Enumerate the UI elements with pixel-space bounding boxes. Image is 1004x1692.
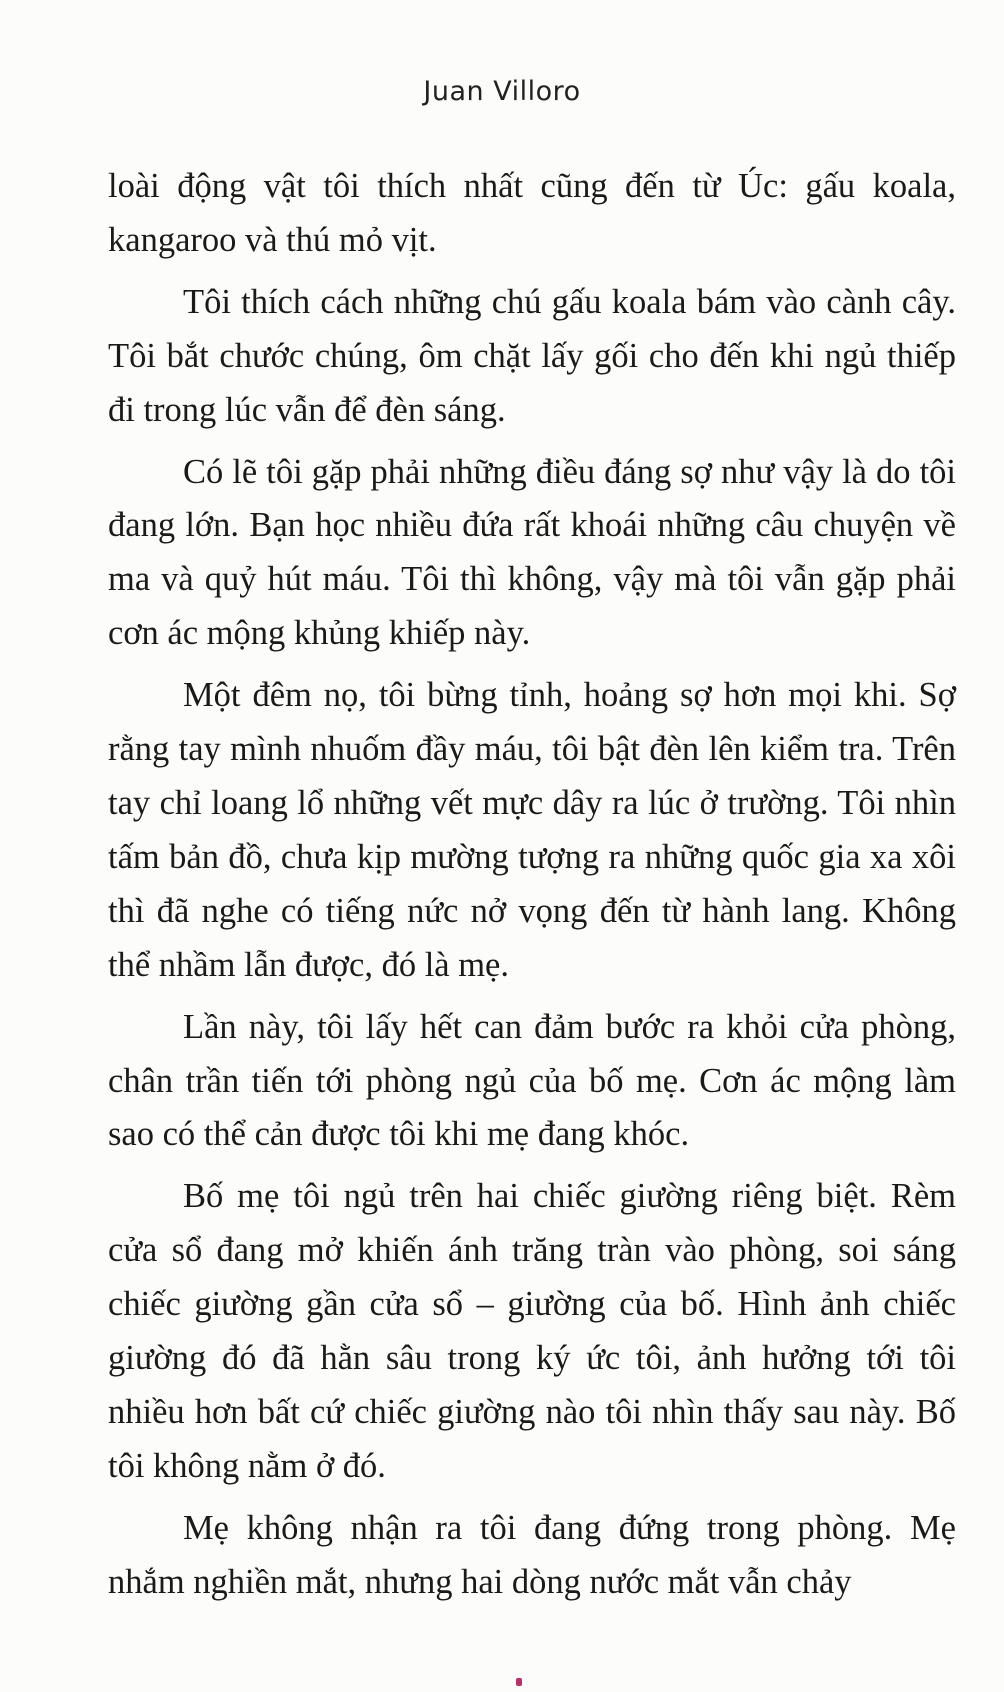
paragraph-growing-up: Có lẽ tôi gặp phải những điều đáng sợ như vậy là do tôi đang lớn. Bạn học nhiều đứa rất khoái những câu chuyện về ma và quỷ hút máu. Tôi thì không, vậy mà tôi vẫn gặp phải cơn ác mộng khủng khiếp này.: [108, 452, 956, 653]
paragraph-one-night: Một đêm nọ, tôi bừng tỉnh, hoảng sợ hơn mọi khi. Sợ rằng tay mình nhuốm đầy máu, tôi bật đèn lên kiểm tra. Trên tay chỉ loang lổ những vết mực dây ra lúc ở trường. Tôi nhìn tấm bản đồ, chưa kịp mường tượng ra những quốc gia xa xôi thì đã nghe có tiếng nức nở vọng đến từ hành lang. Không thể nhầm lẫn được, đó là mẹ.: [108, 676, 956, 984]
paragraph-mother-crying: Mẹ không nhận ra tôi đang đứng trong phòng. Mẹ nhắm nghiền mắt, nhưng hai dòng nước mắt vẫn chảy: [108, 1508, 956, 1601]
paragraph-koala: Tôi thích cách những chú gấu koala bám vào cành cây. Tôi bắt chước chúng, ôm chặt lấy gối cho đến khi ngủ thiếp đi trong lúc vẫn để đèn sáng.: [108, 282, 956, 429]
paragraph-courage: Lần này, tôi lấy hết can đảm bước ra khỏi cửa phòng, chân trần tiến tới phòng ngủ của bố mẹ. Cơn ác mộng làm sao có thể cản được tôi khi mẹ đang khóc.: [108, 1007, 956, 1154]
paragraph-continuation: loài động vật tôi thích nhất cũng đến từ Úc: gấu koala, kangaroo và thú mỏ vịt.: [108, 167, 956, 259]
running-header-author: Juan Villoro: [423, 76, 581, 107]
page-edge-mark: [516, 1678, 522, 1686]
body-text: [108, 160, 956, 1618]
paragraph-separate-beds: Bố mẹ tôi ngủ trên hai chiếc giường riêng biệt. Rèm cửa sổ đang mở khiến ánh trăng tràn vào phòng, soi sáng chiếc giường gần cửa sổ – giường của bố. Hình ảnh chiếc giường đó đã hằn sâu trong ký ức tôi, ảnh hưởng tới tôi nhiều hơn bất cứ chiếc giường nào tôi nhìn thấy sau này. Bố tôi không nằm ở đó.: [108, 1177, 956, 1485]
